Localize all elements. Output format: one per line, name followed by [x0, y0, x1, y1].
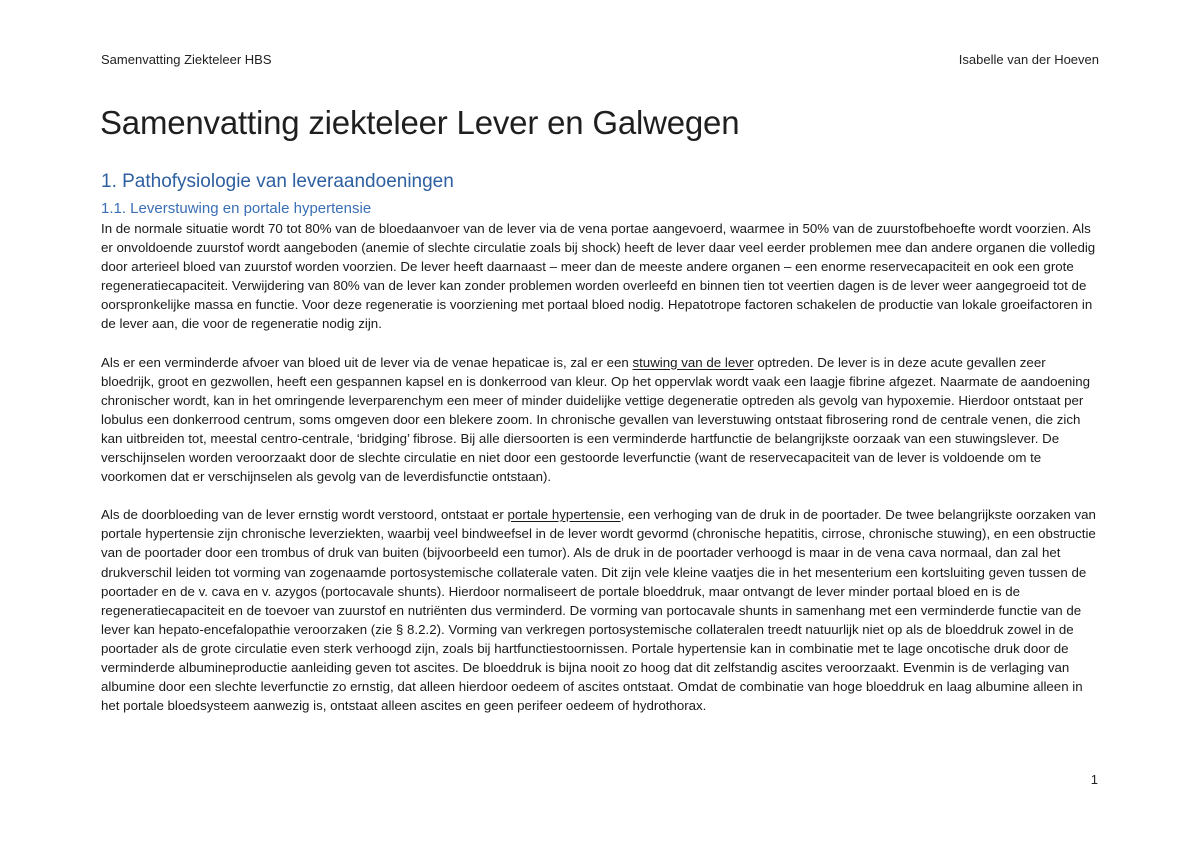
paragraph-portale-hypertensie-rest: , een verhoging van de druk in de poortader. De twee belangrijkste oorzaken van portale hypertensie zijn chronische leverziekten, waarbij veel bindweefsel in de lever wordt gevormd (chronische hepatitis, cirrose, chronische stuwing), en een obstructie van de poortader door een trombus of druk van buiten (bijvoorbeeld een tumor). Als de druk in de poortader verhoogd is maar in de vena cava normaal, dan zal het drukverschil leiden tot vorming van zogenaamde portosystemische collaterale vaten. Dit zijn vele kleine vaatjes die in het mesenterium een kortsluiting geven tussen de poortader en de v. cava en v. azygos (portocavale shunts). Hierdoor normaliseert de portale bloeddruk, maar ontvangt de lever minder portaal bloed en is de regeneratiecapaciteit en de toevoer van zuurstof en nutriënten dus verminderd. De vorming van portocavale shunts in samenhang met een verminderde functie van de lever kan hepato-encefalopathie veroorzaken (zie § 8.2.2). Vorming van verkregen portosystemische collateralen treedt natuurlijk niet op als de bloeddruk zowel in de poortader als de grote circulatie even sterk verhoogd zijn, zoals bij hartfunctiestoornissen. Portale hypertensie kan in combinatie met te lage oncotische druk door de verminderde albumineproductie aanleiding geven tot ascites. De bloeddruk is bijna nooit zo hoog dat dit zelfstandig ascites veroorzaakt. Evenmin is de verlaging van albumine door een slechte leverfunctie zo ernstig, dat alleen hierdoor oedeem of ascites ontstaat. Omdat de combinatie van hoge bloeddruk en laag albumine alleen in het portale bloedsysteem aanwezig is, ontstaat alleen ascites en geen perifeer oedeem of hydrothorax. — [101, 507, 1096, 714]
paragraph-portale-hypertensie — [101, 505, 1099, 715]
header-author: Isabelle van der Hoeven — [958, 52, 1099, 67]
term-stuwing-van-de-lever: stuwing van de lever — [632, 354, 754, 370]
paragraph-leverstuwing-rest: optreden. De lever is in deze acute gevallen zeer bloedrijk, groot en gezwollen, heeft een gespannen kapsel en is donkerrood van kleur. Op het oppervlak wordt vaak een laagje fibrine afgezet. Naarmate de aandoening chronischer wordt, kan in het omringende leverparenchym een meer of minder duidelijke vettige degeneratie optreden als gevolg van hypoxemie. Hierdoor ontstaat per lobulus een donkerrood centrum, soms omgeven door een blekere zoom. In chronische gevallen van leverstuwing ontstaat fibrosering rond de centrale venen, die zich kan uitbreiden tot, meestal centro-centrale, ‘bridging’ fibrose. Bij alle diersoorten is een verminderde hartfunctie de belangrijkste oorzaak van een stuwingslever. De verschijnselen worden veroorzaakt door de slechte circulatie en niet door een gestoorde leverfunctie (want de reservecapaciteit van de lever is voldoende om te voorkomen dat er verschijnselen als gevolg van de leverdisfunctie ontstaan). — [101, 354, 1091, 485]
document-title: Samenvatting ziekteleer Lever en Galwegen — [100, 104, 740, 141]
subsection-heading: 1.1. Leverstuwing en portale hypertensie — [101, 200, 372, 217]
paragraph-leverstuwing — [101, 353, 1099, 487]
paragraph-gap — [101, 486, 1099, 505]
page-number: 1 — [1090, 772, 1098, 787]
paragraph-gap — [101, 334, 1099, 353]
section-heading: 1. Pathofysiologie van leveraandoeningen — [101, 171, 454, 192]
body-text — [101, 219, 1099, 715]
paragraph-portale-hypertensie-intro: Als de doorbloeding van de lever ernstig wordt verstoord, ontstaat er — [101, 507, 508, 523]
header-course-title: Samenvatting Ziekteleer HBS — [101, 52, 272, 67]
term-portale-hypertensie: portale hypertensie — [507, 507, 621, 523]
paragraph-normal-situation: In de normale situatie wordt 70 tot 80% van de bloedaanvoer van de lever via de vena portae aangevoerd, waarmee in 50% van de zuurstofbehoefte wordt voorzien. Als er onvoldoende zuurstof wordt aangeboden (anemie of slechte circulatie zoals bij shock) heeft de lever daar veel eerder problemen mee dan andere organen die volledig door arterieel bloed van zuurstof worden voorzien. De lever heeft daarnaast – meer dan de meeste andere organen – een enorme reservecapaciteit en ook een grote regeneratiecapaciteit. Verwijdering van 80% van de lever kan zonder problemen worden overleefd en binnen tien tot veertien dagen is de lever weer aangegroeid tot de oorspronkelijke massa en functie. Voor deze regeneratie is voorziening met portaal bloed nodig. Hepatotrope factoren schakelen de productie van lokale groeifactoren in de lever aan, die voor de regeneratie nodig zijn. — [101, 221, 1096, 332]
paragraph-leverstuwing-intro: Als er een verminderde afvoer van bloed uit de lever via de venae hepaticae is, zal er een — [101, 354, 633, 370]
